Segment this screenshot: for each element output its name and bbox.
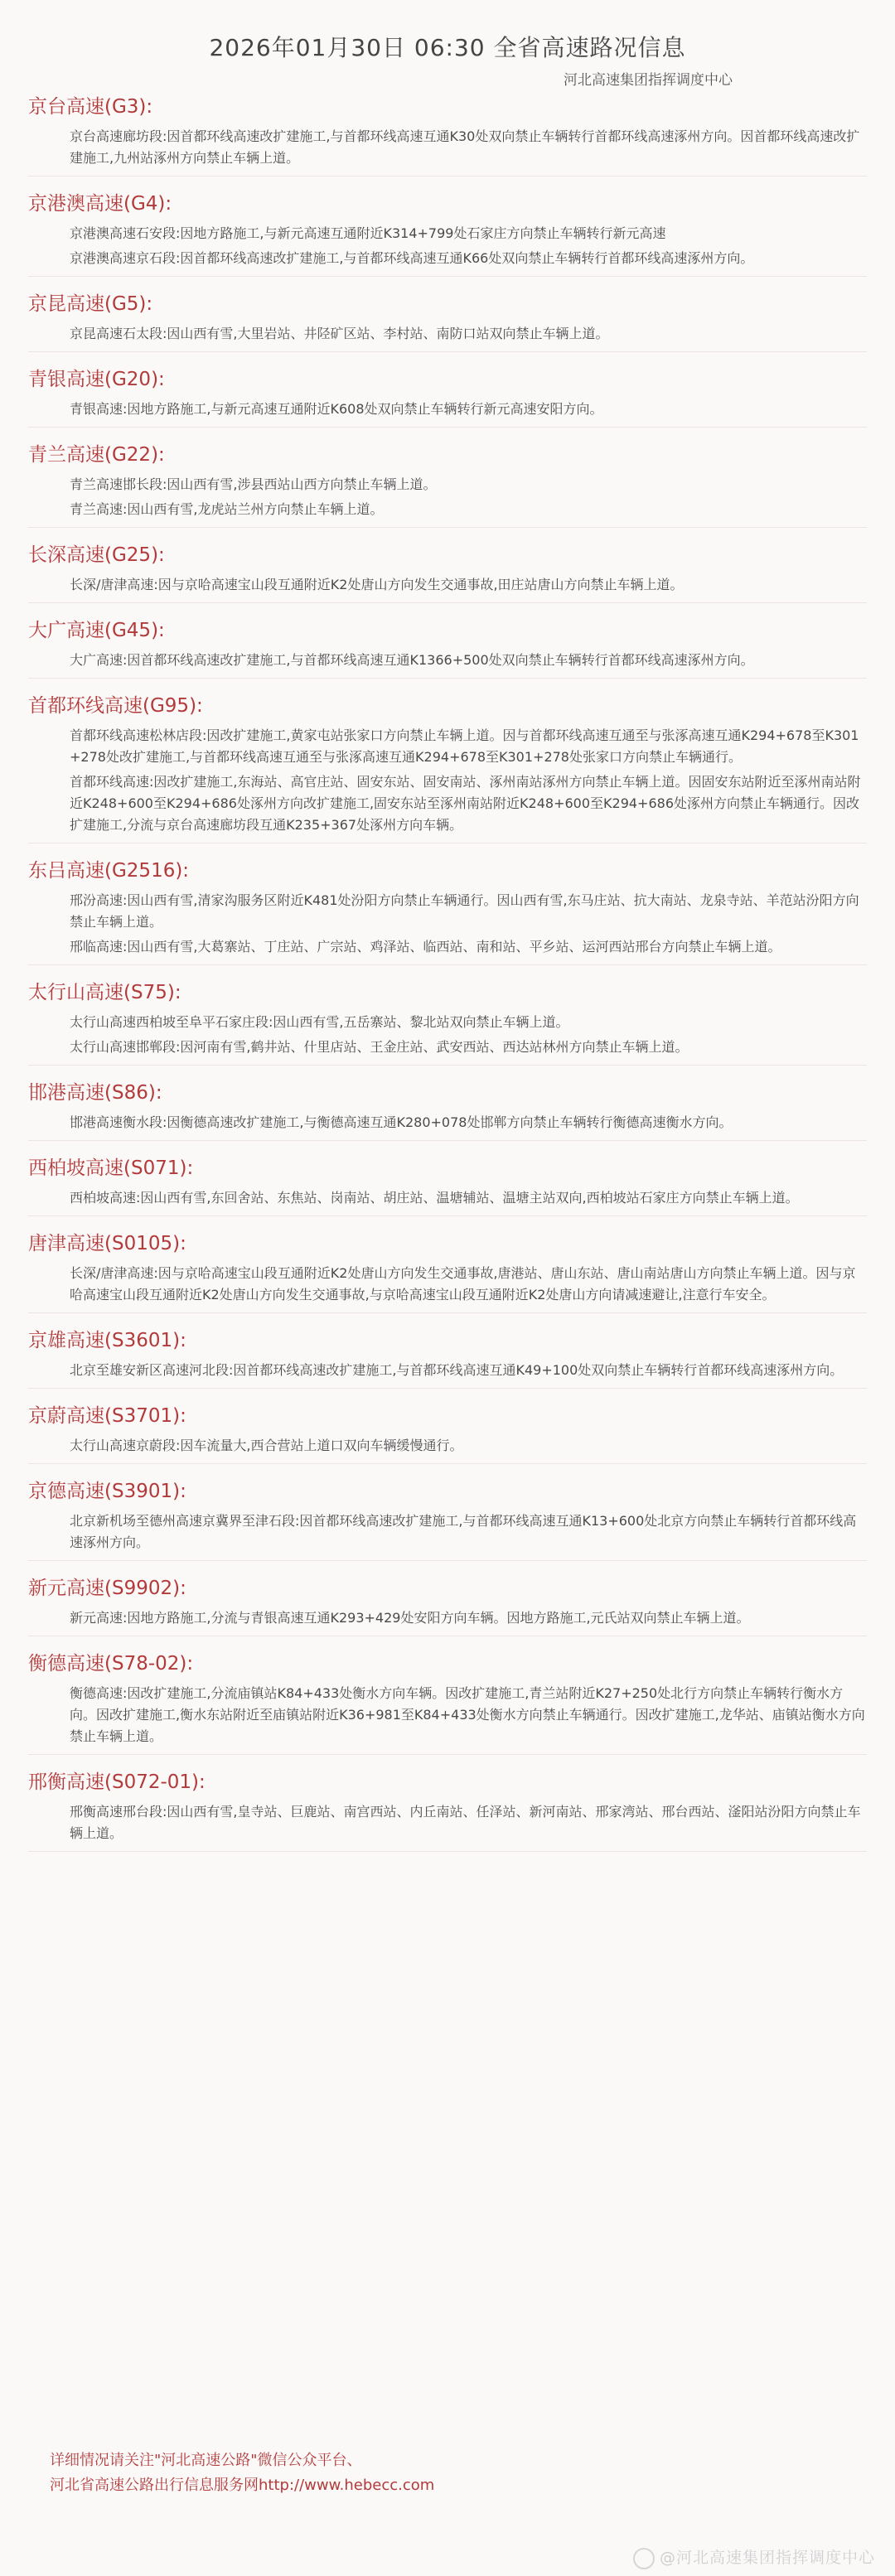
road-name: 唐津高速(S0105): <box>28 1233 186 1254</box>
road-detail-list <box>28 725 867 836</box>
watermark-text: @河北高速集团指挥调度中心 <box>659 2549 875 2567</box>
road-name: 首都环线高速(G95): <box>28 695 203 717</box>
road-detail: 大广高速:因首都环线高速改扩建施工,与首都环线高速互通K1366+500处双向禁止车辆转行首都环线高速涿州方向。 <box>70 652 754 668</box>
road-section <box>28 93 867 176</box>
road-detail-list <box>28 126 867 169</box>
road-section <box>28 1154 867 1216</box>
section-divider <box>28 1754 867 1755</box>
road-detail-list <box>28 323 867 345</box>
road-name: 东吕高速(G2516): <box>28 860 190 882</box>
section-divider <box>28 527 867 528</box>
road-list <box>28 93 867 1865</box>
road-detail-list <box>28 1683 867 1747</box>
road-name: 京蔚高速(S3701): <box>28 1405 186 1427</box>
road-detail: 邯港高速衡水段:因衡德高速改扩建施工,与衡德高速互通K280+078处邯郸方向禁止车辆转行衡德高速衡水方向。 <box>70 1114 733 1130</box>
road-detail: 首都环线高速:因改扩建施工,东海站、高官庄站、固安东站、固安南站、涿州南站涿州方向禁止车辆上道。因固安东站附近至涿州南站附近K248+600至K294+686处涿州方向改扩建施工,固安东站至涿州南站附近K248+600至K294+686处涿州方向禁止车辆通行。因改扩建施工,分流与京台高速廊坊段互通K235+367处涿州方向车辆。 <box>70 774 861 833</box>
road-name: 京德高速(S3901): <box>28 1481 186 1502</box>
road-name: 长深高速(G25): <box>28 544 165 566</box>
section-divider <box>28 1312 867 1313</box>
weibo-icon <box>633 2548 655 2569</box>
road-section <box>28 616 867 679</box>
road-detail-list <box>28 1360 867 1381</box>
road-detail: 衡德高速:因改扩建施工,分流庙镇站K84+433处衡水方向车辆。因改扩建施工,青兰站附近K27+250处北行方向禁止车辆转行衡水方向。因改扩建施工,衡水东站附近至庙镇站附近K36+981至K84+433处衡水方向禁止车辆通行。因改扩建施工,龙华站、庙镇站衡水方向禁止车辆上道。 <box>70 1685 865 1744</box>
road-detail-list <box>28 1263 867 1306</box>
road-detail: 首都环线高速松林店段:因改扩建施工,黄家屯站张家口方向禁止车辆上道。因与首都环线高速互通至与张涿高速互通K294+678至K301+278处改扩建施工,与首都环线高速互通至与张涿高速互通K294+678至K301+278处张家口方向禁止车辆通行。 <box>70 727 859 765</box>
org-name: 河北高速集团指挥调度中心 <box>564 72 733 89</box>
page-title: 2026年01月30日 06:30 全省高速路况信息 <box>209 34 686 61</box>
road-name: 京昆高速(G5): <box>28 293 153 315</box>
section-divider <box>28 351 867 352</box>
section-divider <box>28 1140 867 1141</box>
road-section <box>28 1230 867 1313</box>
road-name: 邯港高速(S86): <box>28 1082 162 1104</box>
road-detail: 太行山高速京蔚段:因车流量大,西合营站上道口双向车辆缓慢通行。 <box>70 1438 463 1453</box>
road-section <box>28 1079 867 1141</box>
road-name: 京港澳高速(G4): <box>28 193 172 215</box>
road-section <box>28 1650 867 1755</box>
road-detail: 长深/唐津高速:因与京哈高速宝山段互通附近K2处唐山方向发生交通事故,田庄站唐山方向禁止车辆上道。 <box>70 577 684 592</box>
road-detail: 京台高速廊坊段:因首都环线高速改扩建施工,与首都环线高速互通K30处双向禁止车辆转行首都环线高速涿州方向。因首都环线高速改扩建施工,九州站涿州方向禁止车辆上道。 <box>70 128 860 166</box>
road-detail: 新元高速:因地方路施工,分流与青银高速互通K293+429处安阳方向车辆。因地方路施工,元氏站双向禁止车辆上道。 <box>70 1610 750 1626</box>
road-detail: 青兰高速邯长段:因山西有雪,涉县西站山西方向禁止车辆上道。 <box>70 476 437 492</box>
road-detail: 长深/唐津高速:因与京哈高速宝山段互通附近K2处唐山方向发生交通事故,唐港站、唐山东站、唐山南站唐山方向禁止车辆上道。因与京哈高速宝山段互通附近K2处唐山方向发生交通事故,与京哈高速宝山段互通附近K2处唐山方向请减速避让,注意行车安全。 <box>70 1265 856 1302</box>
road-detail-list <box>28 223 867 269</box>
road-detail: 京港澳高速石安段:因地方路施工,与新元高速互通附近K314+799处石家庄方向禁止车辆转行新元高速 <box>70 225 666 241</box>
road-detail: 邢衡高速邢台段:因山西有雪,皇寺站、巨鹿站、南宫西站、内丘南站、任泽站、新河南站、邢家湾站、邢台西站、滏阳站汾阳方向禁止车辆上道。 <box>70 1804 861 1841</box>
road-name: 京雄高速(S3601): <box>28 1330 186 1351</box>
road-detail-list <box>28 1187 867 1209</box>
section-divider <box>28 1463 867 1464</box>
road-detail: 青银高速:因地方路施工,与新元高速互通附近K608处双向禁止车辆转行新元高速安阳方向。 <box>70 401 603 417</box>
road-detail-list <box>28 650 867 671</box>
road-name: 新元高速(S9902): <box>28 1578 186 1599</box>
road-section <box>28 290 867 352</box>
road-section <box>28 1768 867 1852</box>
road-section <box>28 1574 867 1636</box>
road-section <box>28 979 867 1066</box>
footer-link[interactable]: 河北省高速公路出行信息服务网http://www.hebecc.com <box>50 2477 435 2494</box>
road-section <box>28 692 867 843</box>
section-divider <box>28 678 867 679</box>
road-detail-list <box>28 890 867 958</box>
road-detail-list <box>28 1607 867 1629</box>
road-section <box>28 1327 867 1389</box>
road-name: 邢衡高速(S072-01): <box>28 1771 206 1793</box>
road-detail: 北京至雄安新区高速河北段:因首都环线高速改扩建施工,与首都环线高速互通K49+100处双向禁止车辆转行首都环线高速涿州方向。 <box>70 1362 844 1378</box>
road-detail: 邢汾高速:因山西有雪,清家沟服务区附近K481处汾阳方向禁止车辆通行。因山西有雪,东马庄站、抗大南站、龙泉寺站、羊范站汾阳方向禁止车辆上道。 <box>70 892 859 930</box>
road-detail-list <box>28 1801 867 1844</box>
road-name: 青兰高速(G22): <box>28 444 165 466</box>
road-detail-list <box>28 1012 867 1058</box>
road-name: 大广高速(G45): <box>28 620 165 641</box>
section-divider <box>28 602 867 603</box>
road-name: 西柏坡高速(S071): <box>28 1158 194 1179</box>
road-detail-list <box>28 474 867 520</box>
road-detail: 太行山高速邯郸段:因河南有雪,鹤井站、什里店站、王金庄站、武安西站、西达站林州方向禁止车辆上道。 <box>70 1039 689 1055</box>
section-divider <box>28 427 867 428</box>
road-detail: 北京新机场至德州高速京冀界至津石段:因首都环线高速改扩建施工,与首都环线高速互通K13+600处北京方向禁止车辆转行首都环线高速涿州方向。 <box>70 1513 857 1550</box>
road-detail-list <box>28 574 867 596</box>
road-section <box>28 365 867 428</box>
road-section <box>28 1402 867 1464</box>
road-detail: 太行山高速西柏坡至阜平石家庄段:因山西有雪,五岳寨站、黎北站双向禁止车辆上道。 <box>70 1014 569 1030</box>
road-section <box>28 857 867 965</box>
road-section <box>28 1477 867 1561</box>
section-divider <box>28 1388 867 1389</box>
section-divider <box>28 1851 867 1852</box>
road-detail-list <box>28 1435 867 1457</box>
footer-line-1: 详细情况请关注"河北高速公路"微信公众平台、 <box>50 2452 362 2469</box>
road-detail-list <box>28 399 867 420</box>
road-name: 京台高速(G3): <box>28 96 153 118</box>
footer <box>50 2448 713 2498</box>
section-divider <box>28 1065 867 1066</box>
section-divider <box>28 1560 867 1561</box>
road-section <box>28 541 867 603</box>
road-detail-list <box>28 1112 867 1133</box>
road-section <box>28 441 867 528</box>
road-section <box>28 190 867 277</box>
section-divider <box>28 276 867 277</box>
road-name: 青银高速(G20): <box>28 369 165 390</box>
road-detail: 西柏坡高速:因山西有雪,东回舍站、东焦站、岗南站、胡庄站、温塘辅站、温塘主站双向,西柏坡站石家庄方向禁止车辆上道。 <box>70 1190 799 1206</box>
road-name: 太行山高速(S75): <box>28 982 181 1003</box>
road-name: 衡德高速(S78-02): <box>28 1653 194 1675</box>
road-detail: 邢临高速:因山西有雪,大葛寨站、丁庄站、广宗站、鸡泽站、临西站、南和站、平乡站、运河西站邢台方向禁止车辆上道。 <box>70 939 781 955</box>
road-detail: 青兰高速:因山西有雪,龙虎站兰州方向禁止车辆上道。 <box>70 501 384 517</box>
road-detail: 京港澳高速京石段:因首都环线高速改扩建施工,与首都环线高速互通K66处双向禁止车辆转行首都环线高速涿州方向。 <box>70 250 754 266</box>
road-detail-list <box>28 1510 867 1554</box>
road-detail: 京昆高速石太段:因山西有雪,大里岩站、井陉矿区站、李村站、南防口站双向禁止车辆上道。 <box>70 326 609 341</box>
section-divider <box>28 964 867 965</box>
weibo-watermark <box>633 2545 875 2569</box>
